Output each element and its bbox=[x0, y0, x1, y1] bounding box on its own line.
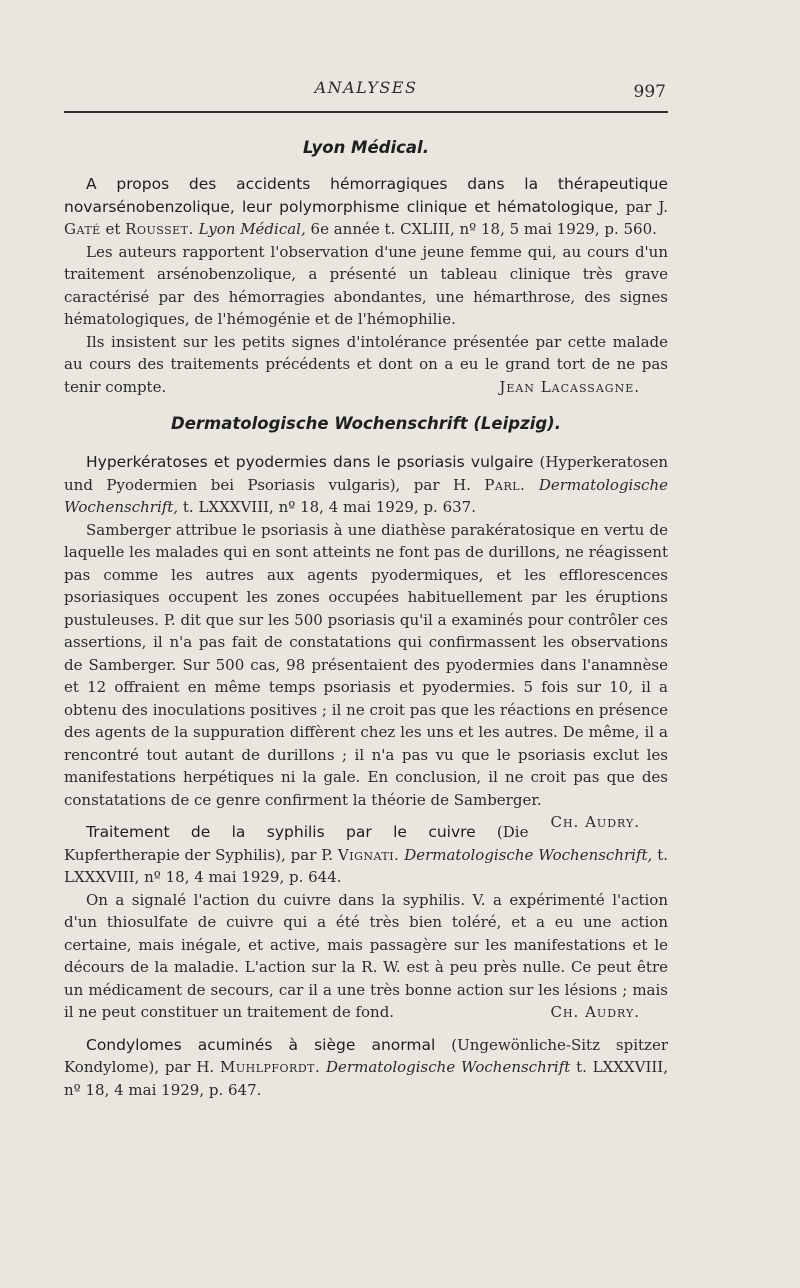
author-name: Rousset. bbox=[125, 220, 194, 238]
reference-details: t. LXXXVIII, nº 18, 4 mai 1929, p. 644. bbox=[64, 845, 668, 886]
entry-heading bbox=[64, 451, 668, 519]
running-title: ANALYSES bbox=[314, 78, 418, 97]
signature: Ch. Audry. bbox=[550, 813, 640, 831]
reference-text: (Die Kupfertherapie der Syphilis), par P. bbox=[64, 823, 529, 864]
journal-heading-dermatologische: Dermatologische Wochenschrift (Leipzig). bbox=[171, 414, 561, 433]
journal-reference: Dermatologische Wochenschrift, bbox=[404, 845, 653, 864]
abstract-entry bbox=[64, 451, 668, 831]
page-header bbox=[64, 76, 668, 106]
journal-reference: Dermatologische Wochenschrift bbox=[326, 1058, 571, 1076]
reference-text: par J. bbox=[625, 197, 669, 216]
abstract-entry bbox=[64, 173, 668, 398]
abstract-paragraph bbox=[64, 889, 668, 1024]
reference-text: et bbox=[105, 220, 121, 238]
page-number: 997 bbox=[633, 82, 666, 102]
reference-details: t. LXXXVIII, nº 18, 4 mai 1929, p. 637. bbox=[182, 498, 476, 516]
abstract-entry bbox=[64, 1034, 668, 1102]
author-name: Gaté bbox=[64, 220, 101, 238]
signature: Ch. Audry. bbox=[550, 1003, 640, 1021]
entry-title: Hyperkératoses et pyodermies dans le psoriasis vulgaire bbox=[86, 453, 534, 471]
entry-title: Condylomes acuminés à siège anormal bbox=[86, 1035, 436, 1054]
reference-details: 6e année t. CXLIII, nº 18, 5 mai 1929, p. 560. bbox=[310, 220, 657, 238]
author-name: Parl. bbox=[484, 475, 526, 494]
author-name: Vignati. bbox=[337, 845, 400, 864]
header-rule bbox=[64, 111, 668, 113]
abstract-paragraph: Les auteurs rapportent l'observation d'une jeune femme qui, au cours d'un traitement arsénobenzolique, a présenté un tableau clinique très grave caractérisé par des hémorragies abondantes, une hémarthrose, des signes hématologiques, de l'hémogénie et de l'hémophilie. bbox=[64, 242, 668, 328]
article-content bbox=[64, 138, 668, 1111]
journal-reference: Dermatologische Wochenschrift, bbox=[64, 475, 668, 516]
paragraph-text: On a signalé l'action du cuivre dans la syphilis. V. a expérimenté l'action d'un thiosulfate de cuivre qui a été très bien toléré, et a eu une action certaine, mais inégale, et active, mais passagère sur les manifestations et le décours de la maladie. L'action sur la R. W. est à peu près nulle. Ce peut être un médicament de secours, car il a une très bonne action sur les lésions ; mais il ne peut constituer un traitement de fond. bbox=[64, 890, 668, 1021]
entry-title: A propos des accidents hémorragiques dans la thérapeutique novarsénobenzolique, leur polymorphisme clinique et hématologique, bbox=[64, 175, 668, 216]
abstract-paragraph bbox=[64, 331, 668, 399]
author-name: Muhlpfordt. bbox=[219, 1058, 321, 1076]
signature: Jean Lacassagne. bbox=[499, 377, 640, 396]
entry-title: Traitement de la syphilis par le cuivre bbox=[86, 823, 476, 841]
reference-text: (Hyperkeratosen und Pyodermien bei Psoriasis vulgaris), par H. bbox=[64, 453, 668, 494]
abstract-entry bbox=[64, 821, 668, 1024]
paragraph-with-signature bbox=[64, 331, 668, 399]
entry-heading bbox=[64, 1034, 668, 1102]
paragraph-text: Ils insistent sur les petits signes d'intolérance présentée par cette malade au cours des traitements précédents et dont on a eu le grand tort de ne pas tenir compte. bbox=[64, 332, 668, 396]
paragraph-text: Samberger attribue le psoriasis à une diathèse parakératosique en vertu de laquelle les malades qui en sont atteints ne font pas de durillons, ne réagissent pas comme les autres aux agents pyodermiques, et les efflorescences psoriasiques occupent les zones occupées habituellement par les éruptions pustuleuses. P. dit que sur les 500 psoriasis qu'il a examinés pour contrôler ces assertions, il n'a pas fait de constatations qui confirmassent les observations de Samberger. Sur 500 cas, 98 présentaient des pyodermies dans l'anamnèse et 12 offraient en même temps psoriasis et pyodermies. 5 fois sur 10, il a obtenu des inoculations positives ; il ne croit pas que les réactions en présence des agents de la suppuration diffèrent chez les uns et les autres. De même, il a rencontré tout autant de durillons ; il n'a pas vu que le psoriasis exclut les manifestations herpétiques ni la gale. En conclusion, il ne croit pas que des constatations de ce genre confirment la théorie de Samberger. bbox=[64, 520, 668, 809]
entry-heading bbox=[64, 173, 668, 241]
reference-text: (Ungewönliche-Sitz spitzer Kondylome), par H. bbox=[64, 1035, 668, 1076]
reference-details: t. LXXXVIII, nº 18, 4 mai 1929, p. 647. bbox=[64, 1058, 668, 1099]
journal-heading-lyon: Lyon Médical. bbox=[303, 138, 429, 157]
abstract-paragraph bbox=[64, 519, 668, 831]
journal-reference: Lyon Médical, bbox=[198, 220, 306, 238]
